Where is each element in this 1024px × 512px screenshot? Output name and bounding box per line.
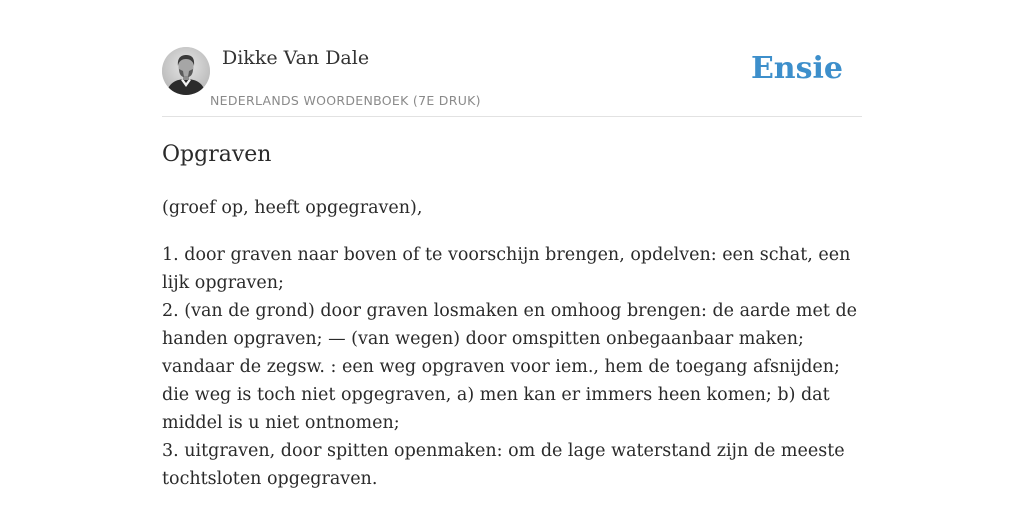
author-avatar[interactable] xyxy=(162,47,210,95)
source-label: NEDERLANDS WOORDENBOEK (7E DRUK) xyxy=(210,93,481,108)
author-name[interactable]: Dikke Van Dale xyxy=(222,47,370,69)
entry-header xyxy=(162,0,862,117)
grammar-note: (groef op, heeft opgegraven), xyxy=(162,198,423,218)
portrait-photo-icon xyxy=(162,47,210,95)
entry-definition xyxy=(162,194,862,493)
definition-senses: 1. door graven naar boven of te voorschijn brengen, opdelven: een schat, een lijk opgraven; 2. (van de grond) door graven losmaken en omhoog brengen: de aarde met de handen opgraven; — (van wegen) door omspitten onbegaanbaar maken; vandaar de zegsw. : een weg opgraven voor iem., hem de toegang afsnijden; die weg is toch niet opgegraven, a) men kan er immers heen komen; b) dat middel is u niet ontnomen; 3. uitgraven, door spitten openmaken: om de lage waterstand zijn de meeste tochtsloten opgegraven. xyxy=(162,245,858,489)
brand-logo-link[interactable]: Ensie xyxy=(750,51,843,86)
entry-title: Opgraven xyxy=(162,142,272,167)
entry-card xyxy=(162,0,862,512)
